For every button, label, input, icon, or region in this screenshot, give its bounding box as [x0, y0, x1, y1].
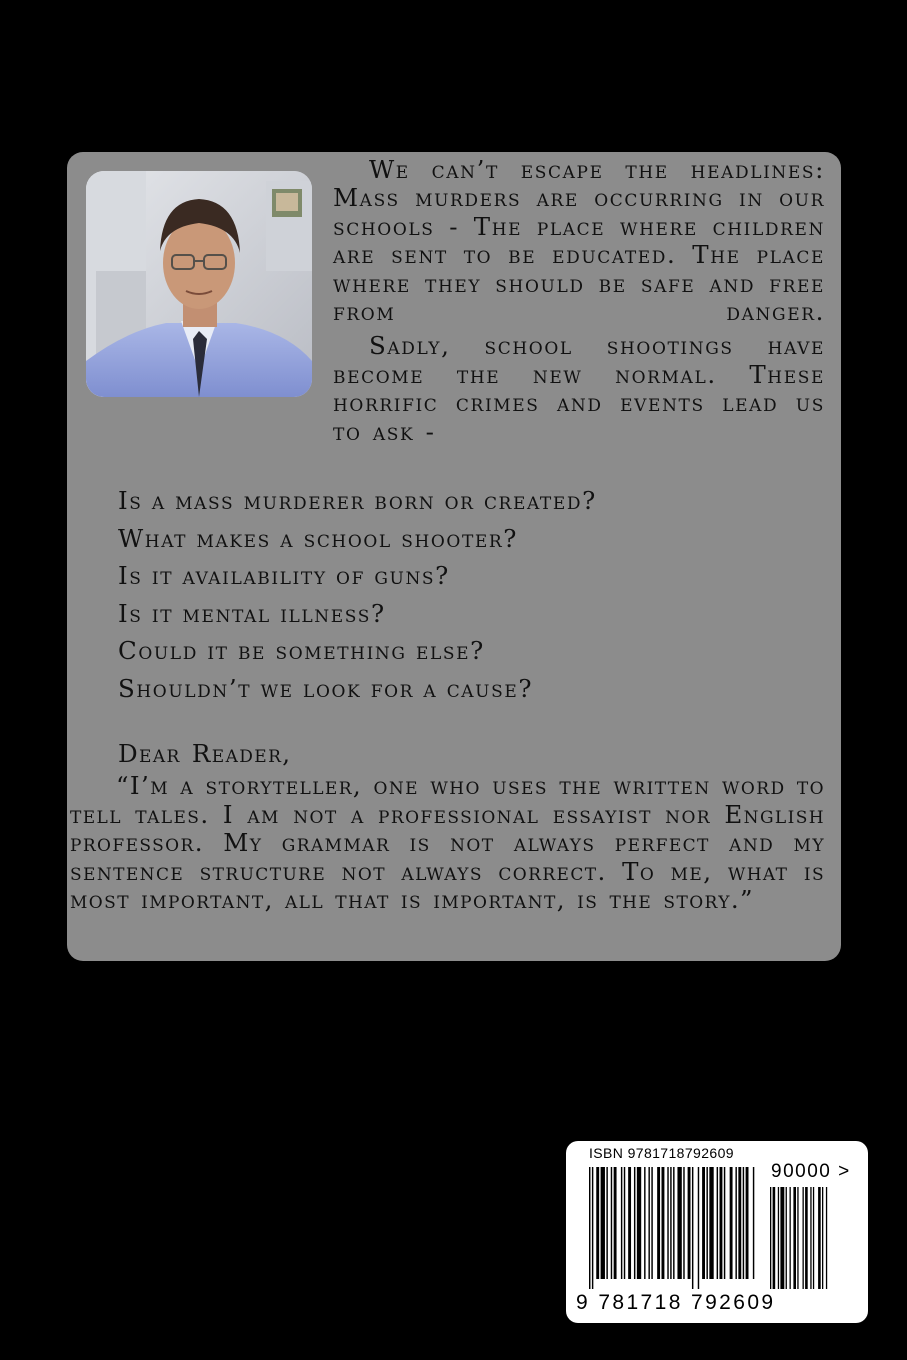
- back-cover-panel: [67, 152, 841, 961]
- barcode-bar: [709, 1167, 713, 1279]
- price-barcode-icon: [770, 1187, 832, 1299]
- barcode-bar: [805, 1187, 808, 1289]
- isbn-label: ISBN 9781718792609: [589, 1145, 734, 1161]
- question-item: Is it mental illness?: [118, 598, 386, 628]
- author-letter: [70, 740, 825, 914]
- barcode-bar: [621, 1167, 622, 1279]
- author-photo: [86, 171, 312, 397]
- barcode-bar: [683, 1167, 684, 1279]
- barcode-bar: [592, 1167, 593, 1289]
- barcode-bar: [790, 1187, 791, 1289]
- barcode-bar: [803, 1187, 804, 1289]
- question-item: What makes a school shooter?: [118, 523, 519, 553]
- intro-paragraph-2: Sadly, school shootings have become the new normal. These horrific crimes and events lead us to ask -: [333, 331, 825, 446]
- question-list: [118, 482, 818, 707]
- barcode-bar: [770, 1187, 771, 1289]
- barcode-bar: [724, 1167, 725, 1279]
- barcode-bar: [662, 1167, 665, 1279]
- isbn-barcode-icon: [589, 1167, 757, 1299]
- barcode-bar: [667, 1167, 668, 1279]
- barcode-bar: [826, 1187, 827, 1289]
- barcode-bar: [778, 1187, 779, 1289]
- barcode-bar: [688, 1167, 691, 1279]
- barcode-bar: [717, 1167, 718, 1279]
- barcode-bar: [651, 1167, 652, 1279]
- barcode-bar: [692, 1167, 693, 1289]
- letter-quote: “I’m a storyteller, one who uses the written word to tell tales. I am not a professional essayist nor English professor. My grammar is not always perfect and my sentence structure not always correct. To me, what is most important, all that is important, is the story.”: [70, 771, 825, 915]
- question-item: Could it be something else?: [118, 636, 485, 665]
- barcode-bar: [797, 1187, 798, 1289]
- barcode-bar: [786, 1187, 787, 1289]
- barcode-bar: [793, 1187, 796, 1289]
- barcode-bar: [743, 1167, 744, 1279]
- intro-paragraph-1: We can’t escape the headlines: Mass murders are occurring in our schools - The place where children are sent to be educated. The place where they should be safe and free from danger.: [333, 155, 825, 327]
- barcode-bar: [818, 1187, 821, 1289]
- barcode-bar: [628, 1167, 631, 1279]
- barcode-bar: [601, 1167, 605, 1279]
- barcode-bar: [706, 1167, 707, 1279]
- barcode-bar: [589, 1167, 590, 1289]
- letter-greeting: Dear Reader,: [118, 739, 292, 768]
- isbn-barcode-box: [566, 1141, 868, 1323]
- barcode-bar: [634, 1167, 635, 1279]
- barcode-bar: [810, 1187, 811, 1289]
- author-photo-icon: [86, 171, 312, 397]
- barcode-bar: [780, 1187, 784, 1289]
- barcode-bar: [644, 1167, 645, 1279]
- barcode-bar: [611, 1167, 612, 1279]
- barcode-bar: [738, 1167, 741, 1279]
- barcode-bar: [720, 1167, 723, 1279]
- barcode-bar: [773, 1187, 776, 1289]
- barcode-bar: [648, 1167, 649, 1279]
- barcode-bar: [670, 1167, 671, 1279]
- intro-text: [333, 156, 825, 446]
- barcode-bar: [698, 1167, 699, 1289]
- barcode-bar: [813, 1187, 814, 1289]
- barcode-bar: [614, 1167, 617, 1279]
- barcode-bar: [702, 1167, 705, 1279]
- barcode-bar: [637, 1167, 641, 1279]
- barcode-bar: [677, 1167, 681, 1279]
- barcode-bar: [730, 1167, 733, 1279]
- barcode-bar: [822, 1187, 823, 1289]
- barcode-bar: [673, 1167, 674, 1279]
- question-item: Is it availability of guns?: [118, 561, 450, 590]
- question-item: Is a mass murderer born or created?: [118, 486, 597, 515]
- barcode-bar: [746, 1167, 749, 1279]
- price-code: 90000 >: [771, 1161, 851, 1182]
- barcode-bar: [624, 1167, 625, 1279]
- barcode-bar: [753, 1167, 754, 1279]
- isbn-human-readable: 9 781718 792609: [576, 1291, 776, 1314]
- barcode-bar: [657, 1167, 660, 1279]
- barcode-bar: [606, 1167, 607, 1279]
- question-item: Shouldn’t we look for a cause?: [118, 673, 534, 703]
- barcode-bar: [596, 1167, 599, 1279]
- barcode-bar: [735, 1167, 736, 1279]
